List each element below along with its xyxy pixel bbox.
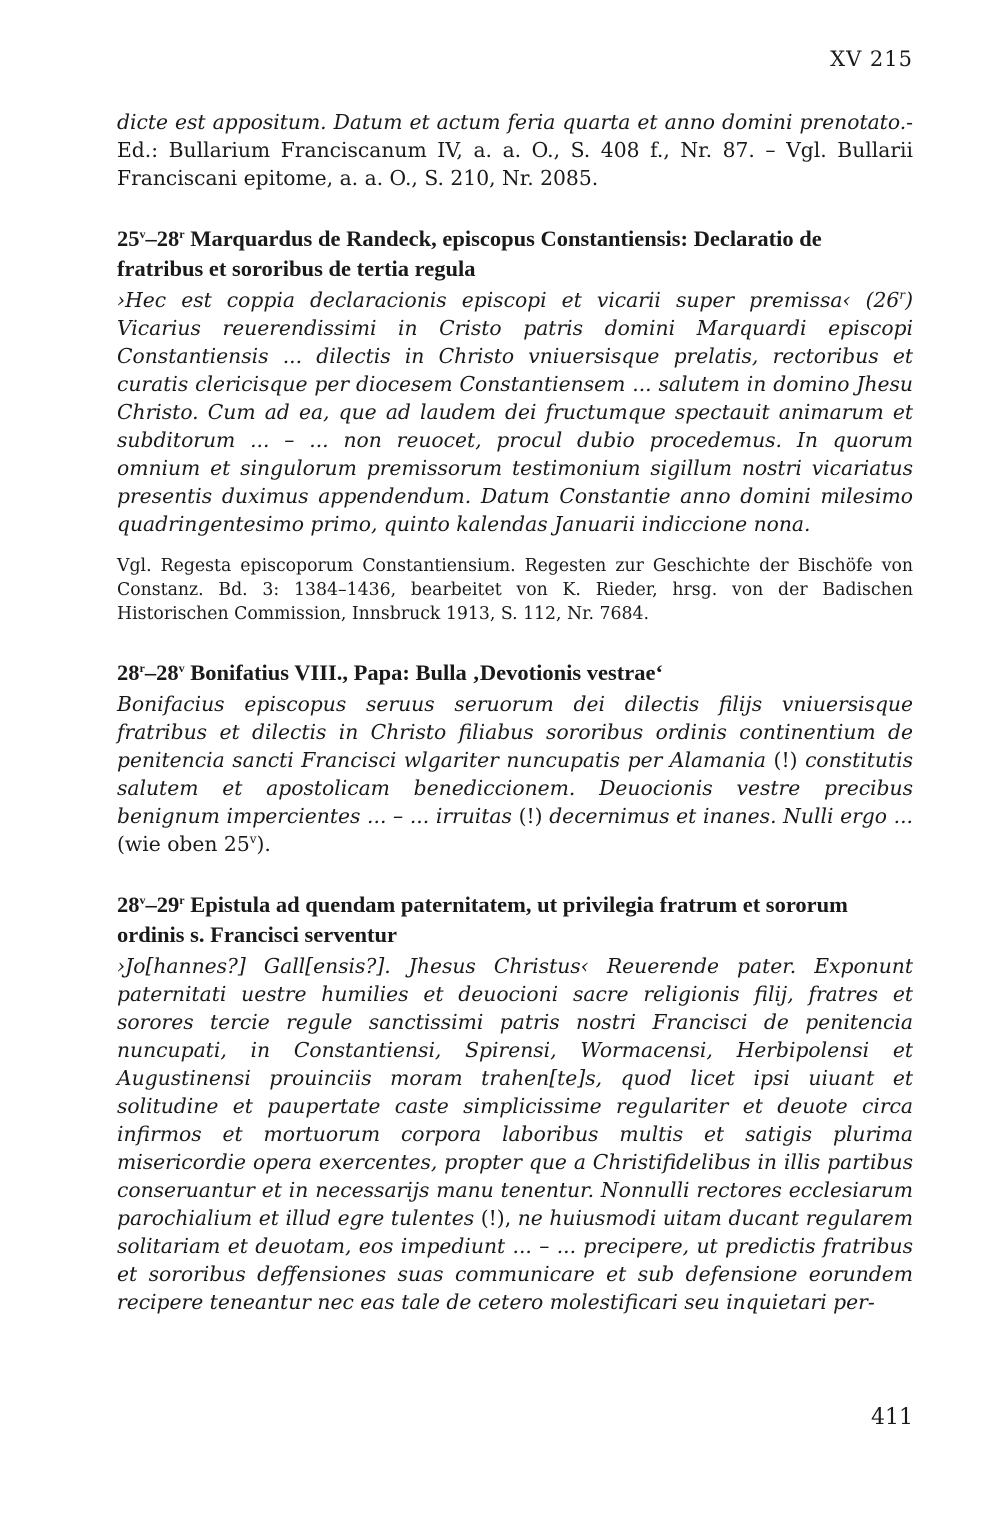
folio-range-start: 25 bbox=[117, 226, 140, 251]
folio-side: v bbox=[139, 227, 146, 241]
entry-title: Epistula ad quendam paternitatem, ut privilegia fratrum et sororum ordinis s. Francisci serventur bbox=[117, 892, 848, 947]
catalog-entry bbox=[117, 224, 913, 626]
entry-title: Marquardus de Randeck, episcopus Constantiensis: Declaratio de fratribus et sororibus de tertia regula bbox=[117, 226, 822, 281]
catalog-entry bbox=[117, 890, 913, 1316]
intro-roman-text: - Ed.: Bullarium Franciscanum IV, a. a. O., S. 408 f., Nr. 87. – Vgl. Bullarii Franciscani epitome, a. a. O., S. 210, Nr. 2085. bbox=[117, 110, 913, 190]
body-text: ›Jo[hannes?] Gall[ensis?]. Jhesus Christus‹ Reuerende pater. Exponunt paternitati uestre humilies et deuocioni sacre religionis filij, fratres et sorores tercie regule sanctissimi patris nostri Francisci de penitencia nuncupati, in Constantiensi, Spirensi, Wormacensi, Herbipolensi et Augustinensi prouinciis moram trahen[te]s, quod licet ipsi uiuant et solitudine et paupertate caste simplicissime regulariter et deuote circa infirmos et mortuorum corpora laboribus multis et satigis plurima misericordie opera exercentes, propter que a Christifidelibus in illis partibus conseruantur et in necessarijs manu tenentur. Nonnulli rectores ecclesiarum parochialium et illud egre tulentes bbox=[117, 954, 913, 1230]
folio-side: v bbox=[139, 893, 146, 907]
editorial-mark: (!) bbox=[773, 748, 798, 772]
editorial-mark: (!), bbox=[480, 1206, 512, 1230]
entry-title: Bonifatius VIII., Papa: Bulla ‚Devotionis vestrae‘ bbox=[190, 660, 663, 685]
running-head: XV 215 bbox=[830, 47, 913, 71]
intro-italic-text: dicte est appositum. Datum et actum feria quarta et anno domini prenotato. bbox=[117, 110, 907, 134]
folio-side: v bbox=[178, 661, 185, 675]
entry-text bbox=[117, 286, 913, 538]
folio-range-end: 29 bbox=[156, 892, 180, 917]
entry-text bbox=[117, 690, 913, 858]
cross-reference-end: ). bbox=[256, 832, 271, 856]
cross-reference: (wie oben 25 bbox=[117, 832, 250, 856]
entry-heading: 25$^v$–28$^r$ Marquardus de Randeck, episcopus Constantiensis: Declaratio de fratribus et sororibus de tertia regula bbox=[117, 226, 822, 281]
body-text: constitutis salutem et apostolicam benediccionem. Deuocionis vestre precibus benignum impercientes ... – ... irruitas bbox=[117, 748, 914, 828]
catalog-entry bbox=[117, 658, 913, 858]
folio-side: r bbox=[179, 227, 185, 241]
folio-side: r bbox=[139, 661, 145, 675]
folio-range-end: 28 bbox=[156, 226, 180, 251]
folio-side: r bbox=[179, 893, 185, 907]
folio-range-start: 28 bbox=[117, 892, 140, 917]
bibliographic-note: Vgl. Regesta episcoporum Constantiensium. Regesten zur Geschichte der Bischöfe von Constanz. Bd. 3: 1384–1436, bearbeitet von K. Rieder, hrsg. von der Badischen Historischen Commission, Innsbruck 1913, S. 112, Nr. 7684. bbox=[117, 556, 913, 624]
page-number: 411 bbox=[871, 1405, 913, 1430]
body-text: ne huiusmodi uitam ducant regularem solitariam et deuotam, eos impediunt ... – ... precipere, ut predictis fratribus et sororibus deffensiones suas communicare et sub defensione eorundem recipere teneantur nec eas tale de cetero molestificari seu inquietari per- bbox=[117, 1206, 913, 1314]
editorial-mark: (!) bbox=[518, 804, 543, 828]
incipit-text: ›Hec est coppia declaracionis episcopi et vicarii super premissa‹ (26 bbox=[117, 288, 900, 312]
folio-side: r bbox=[899, 288, 906, 302]
page-content bbox=[117, 108, 913, 1316]
entry-heading: 28$^v$–29$^r$ Epistula ad quendam paternitatem, ut privilegia fratrum et sororum ordinis s. Francisci serventur bbox=[117, 892, 848, 947]
entry-text bbox=[117, 952, 913, 1316]
entry-heading: 28$^r$–28$^v$ Bonifatius VIII., Papa: Bulla ‚Devotionis vestrae‘ bbox=[117, 660, 663, 685]
folio-range-start: 28 bbox=[117, 660, 140, 685]
folio-side: v bbox=[249, 832, 257, 846]
folio-range-end: 28 bbox=[156, 660, 179, 685]
body-text: Bonifacius episcopus seruus seruorum dei dilectis filijs vniuersisque fratribus et dilectis in Christo filiabus sororibus ordinis continentium de penitencia sancti Francisci wlgariter nuncupatis per Alamania bbox=[117, 692, 913, 772]
intro-paragraph bbox=[117, 108, 913, 192]
body-text: decernimus et inanes. Nulli ergo ... bbox=[549, 804, 913, 828]
body-text: ) Vicarius reuerendissimi in Cristo patris domini Marquardi episcopi Constantiensis ... dilectis in Christo vniuersisque prelatis, rectoribus et curatis clericisque per diocesem Constantiensem ... salutem in domino Jhesu Christo. Cum ad ea, que ad laudem dei fructumque spectauit animarum et subditorum ... – ... non reuocet, procul dubio procedemus. In quorum omnium et singulorum premissorum testimonium sigillum nostri vicariatus presentis duximus appendendum. Datum Constantie anno domini milesimo quadringentesimo primo, quinto kalendas Januarii indiccione nona. bbox=[117, 288, 913, 536]
